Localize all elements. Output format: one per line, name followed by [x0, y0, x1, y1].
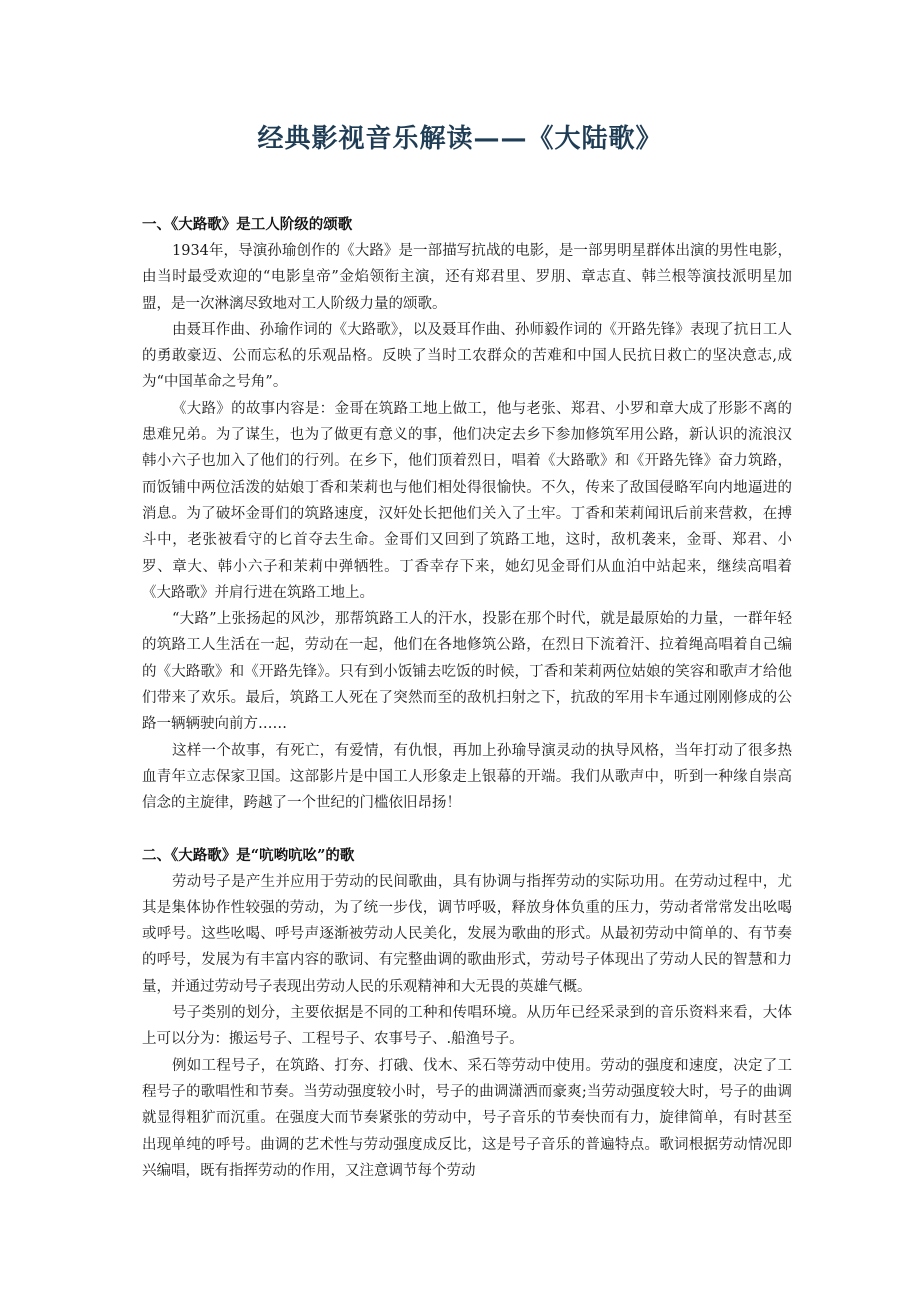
- section-2: [142, 843, 792, 1185]
- document-title: 经典影视音乐解读——《大陆歌》: [257, 124, 663, 154]
- paragraph: 例如工程号子，在筑路、打夯、打硪、伐木、采石等劳动中使用。劳动的强度和速度，决定了工程号子的歌唱性和节奏。当劳动强度较小时，号子的曲调潇洒而豪爽;当劳动强度较大时，号子的曲调就显得粗犷而沉重。在强度大而节奏紧张的劳动中，号子音乐的节奏快而有力，旋律简单，有时甚至出现单纯的呼号。曲调的艺术性与劳动强度成反比，这是号子音乐的普遍特点。歌词根据劳动情况即兴编唱，既有指挥劳动的作用，又注意调节每个劳动: [142, 1057, 792, 1179]
- section-heading: 一、《大路歌》是工人阶级的颂歌: [142, 216, 353, 233]
- paragraph: 劳动号子是产生并应用于劳动的民间歌曲，具有协调与指挥劳动的实际功用。在劳动过程中，尤其是集体协作性较强的劳动，为了统一步伐，调节呼吸，释放身体负重的压力，劳动者常常发出吆喝或呼号。这些吆喝、呼号声逐渐被劳动人民美化，发展为歌曲的形式。从最初劳动中简单的、有节奏的呼号，发展为有丰富内容的歌词、有完整曲调的歌曲形式，劳动号子体现出了劳动人民的智慧和力量，并通过劳动号子表现出劳动人民的乐观精神和大无畏的英雄气概。: [142, 873, 792, 995]
- paragraph: 1934年，导演孙瑜创作的《大路》是一部描写抗战的电影，是一部男明星群体出演的男性电影，由当时最受欢迎的“电影皇帝”金焰领衔主演，还有郑君里、罗朋、章志直、韩兰根等演技派明星加盟，是一次淋漓尽致地对工人阶级力量的颂歌。: [142, 243, 792, 312]
- paragraph: 这样一个故事，有死亡，有爱情，有仇恨，再加上孙瑜导演灵动的执导风格，当年打动了很多热血青年立志保家卫国。这部影片是中国工人形象走上银幕的开端。我们从歌声中，听到一种缘自崇高信念的主旋律，跨越了一个世纪的门槛依旧昂扬！: [142, 742, 792, 812]
- section-heading: 二、《大路歌》是“吭哟吭吆”的歌: [142, 846, 355, 864]
- paragraph: 由聂耳作曲、孙瑜作词的《大路歌》，以及聂耳作曲、孙师毅作词的《开路先锋》表现了抗日工人的勇敢豪迈、公而忘私的乐观品格。反映了当时工农群众的苦难和中国人民抗日救亡的坚决意志,成为“中国革命之号角”。: [142, 321, 792, 391]
- paragraph: 《大路》的故事内容是：金哥在筑路工地上做工，他与老张、郑君、小罗和章大成了形影不离的患难兄弟。为了谋生，也为了做更有意义的事，他们决定去乡下参加修筑军用公路，新认识的流浪汉韩小六子也加入了他们的行列。在乡下，他们顶着烈日，唱着《大路歌》和《开路先锋》奋力筑路，而饭铺中两位活泼的姑娘丁香和茉莉也与他们相处得很愉快。不久，传来了敌国侵略军向内地逼进的消息。为了破坏金哥们的筑路速度，汉奸处长把他们关入了土牢。丁香和茉莉闻讯后前来营救，在搏斗中，老张被看守的匕首夺去生命。金哥们又回到了筑路工地，这时，敌机袭来，金哥、郑君、小罗、章大、韩小六子和茉莉中弹牺牲。丁香幸存下来，她幻见金哥们从血泊中站起来，继续高唱着《大路歌》并肩行进在筑路工地上。: [142, 400, 792, 601]
- document-body: [142, 212, 792, 1184]
- paragraph: 号子类别的划分，主要依据是不同的工种和传唱环境。从历年已经采录到的音乐资料来看，大体上可以分为：搬运号子、工程号子、农事号子、.船渔号子。: [142, 1005, 792, 1048]
- paragraph: “大路”上张扬起的风沙，那帮筑路工人的汗水，投影在那个时代，就是最原始的力量，一群年轻的筑路工人生活在一起，劳动在一起，他们在各地修筑公路，在烈日下流着汗、拉着绳高唱着自己编的《大路歌》和《开路先锋》。只有到小饭铺去吃饭的时候，丁香和茉莉两位姑娘的笑容和歌声才给他们带来了欢乐。最后，筑路工人死在了突然而至的敌机扫射之下，抗敌的军用卡车通过刚刚修成的公路一辆辆驶向前方……: [142, 611, 792, 733]
- section-1: [142, 212, 792, 817]
